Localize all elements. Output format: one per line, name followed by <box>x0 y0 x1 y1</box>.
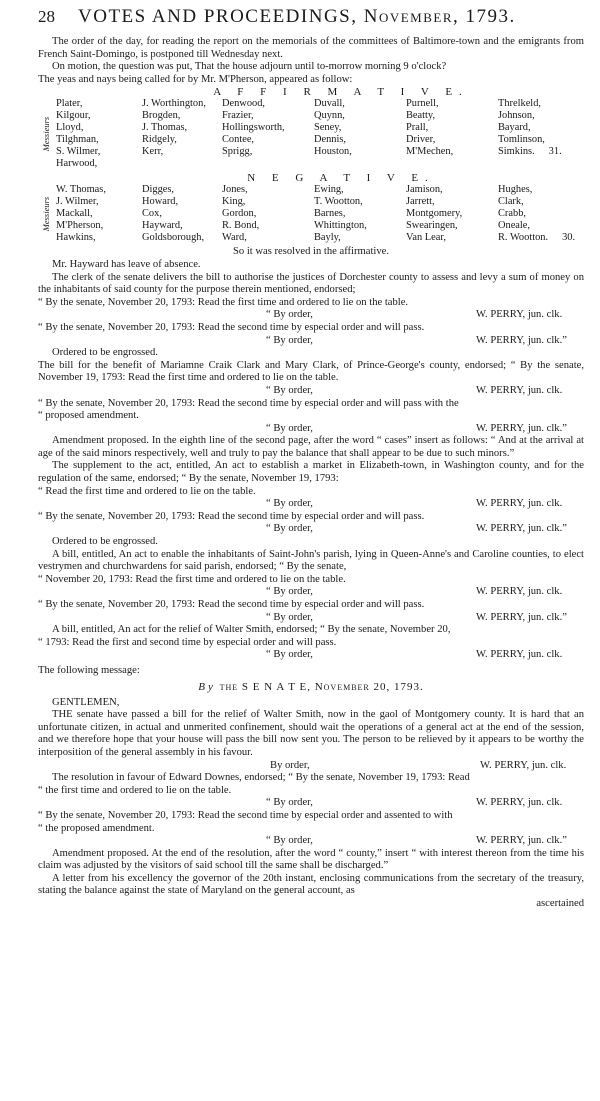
member-name: Swearingen, <box>406 220 458 232</box>
member-name: Whittington, <box>314 220 367 232</box>
member-name: Beatty, <box>406 110 436 122</box>
clark-bill: The bill for the benefit of Mariamne Craik Clark and Mary Clark, of Prince-George's county, endorsed; “ By the senate, November 19, 1793: Read the first time and ordered to lie on the table. <box>38 359 584 384</box>
endorsement-line: “ Read the first time and ordered to lie on the table. <box>38 485 256 497</box>
member-name: M'Mechen, <box>406 146 454 158</box>
member-name: Crabb, <box>498 208 526 220</box>
dorchester-bill: The clerk of the senate delivers the bill to authorise the justices of Dorchester county to assess and levy a sum of money on the inhabitants of said county for the purpose therein mentioned, endorsed; <box>38 271 584 296</box>
member-name <box>142 158 222 170</box>
governor-letter: A letter from his excellency the governor of the 20th instant, enclosing communications from the secretary of the treasury, stating the balance against the state of Maryland on the general account, as <box>38 872 584 897</box>
negative-votes <box>38 184 584 244</box>
member-name: T. Wootton, <box>314 196 363 208</box>
signature: “ By order, W. PERRY, jun. clk. <box>266 309 563 321</box>
member-name: Cox, <box>142 208 162 220</box>
member-name: Gordon, <box>222 208 257 220</box>
member-name <box>406 158 498 170</box>
endorsement-line: “ By the senate, November 20, 1793: Read the first time and ordered to lie on the table. <box>38 296 409 308</box>
member-name: Contee, <box>222 134 255 146</box>
messieurs-label: Messieurs <box>41 197 51 232</box>
member-name: Hollingsworth, <box>222 122 285 134</box>
member-name: Mackall, <box>56 208 93 220</box>
signature: “ By order, W. PERRY, jun. clk.” <box>266 523 567 535</box>
signature: “ By order, W. PERRY, jun. clk. <box>266 384 563 396</box>
negative-heading: N E G A T I V E. <box>247 172 435 185</box>
message-intro: The following message: <box>38 664 140 676</box>
signature: “ By order, W. PERRY, jun. clk. <box>266 797 563 809</box>
member-name: Hawkins, <box>56 232 96 244</box>
member-name <box>314 158 406 170</box>
member-name: Prall, <box>406 122 429 134</box>
elizabeth-town-bill: The supplement to the act, entitled, An act to establish a market in Elizabeth-town, in Washington county, and for the regulation of the same, endorsed; “ By the senate, November 19, 1793: <box>38 460 584 485</box>
amendment-downes: Amendment proposed. At the end of the resolution, after the word “ county,” insert “ with interest thereon from the time his claim was adjusted by the visitors of said school till the same shall be discharged.” <box>38 847 584 872</box>
page-number: 28 <box>38 7 55 26</box>
amendment-clark: Amendment proposed. In the eighth line of the second page, after the word “ cases” insert as follows: “ And at the arrival at age of the said minors respectively, well and truly to pay the balance that shall appear to be due to such minors.” <box>38 435 584 459</box>
member-name: Dennis, <box>314 134 347 146</box>
member-name: R. Bond, <box>222 220 260 232</box>
affirmative-heading: A F F I R M A T I V E. <box>213 86 469 99</box>
member-name: Barnes, <box>314 208 346 220</box>
signature: “ By order, W. PERRY, jun. clk. <box>266 498 563 510</box>
member-name: Ridgely, <box>142 134 177 146</box>
member-name: Brogden, <box>142 110 181 122</box>
signature: “ By order, W. PERRY, jun. clk.” <box>266 611 567 623</box>
vote-count: 30. <box>562 232 576 244</box>
member-name: Duvall, <box>314 98 345 110</box>
message-body: THE senate have passed a bill for the relief of Walter Smith, now in the gaol of Montgomery county. It is hard that an unfortunate citizen, in actual and unmerited confinement, should wait the operations of a general act at the end of the session, and we therefore hope that your house will pass the bill now sent you. The person to be relieved by it appears to be worthy the interposition of the general assembly in his favour. <box>38 709 584 758</box>
member-name: Sprigg, <box>222 146 253 158</box>
member-name: Jarrett, <box>406 196 435 208</box>
order-of-day: The order of the day, for reading the report on the memorials of the committees of Baltimore-town and the emigrants from French Saint-Domingo, is postponed till Wednesday next. <box>38 36 584 60</box>
endorsement-line: “ By the senate, November 20, 1793: Read the second time by especial order and will pass. <box>38 510 425 522</box>
member-name: Oneale, <box>498 220 531 232</box>
member-name: M'Pherson, <box>56 220 104 232</box>
member-name: Montgomery, <box>406 208 463 220</box>
endorsement-line: “ proposed amendment. <box>38 410 139 422</box>
affirmative-grid <box>56 98 584 170</box>
member-name: King, <box>222 196 246 208</box>
member-name: Clark, <box>498 196 524 208</box>
member-name: Digges, <box>142 184 175 196</box>
member-name <box>222 158 314 170</box>
member-name: Harwood, <box>56 158 98 170</box>
member-name: J. Wilmer, <box>56 196 99 208</box>
member-name: Howard, <box>142 196 179 208</box>
affirmative-votes <box>38 98 584 170</box>
member-name: Ward, <box>222 232 247 244</box>
member-name: Hayward, <box>142 220 183 232</box>
member-name: Plater, <box>56 98 83 110</box>
member-name: Bayard, <box>498 122 531 134</box>
adjourn-motion: On motion, the question was put, That the house adjourn until to-morrow morning 9 o'clock? <box>52 61 447 73</box>
endorsement-line: “ By the senate, November 20, 1793: Read the second time by especial order and will pass. <box>38 599 425 610</box>
member-name <box>498 158 594 170</box>
member-name: Jones, <box>222 184 248 196</box>
hayward-absence: Mr. Hayward has leave of absence. <box>52 258 201 270</box>
vote-count: 31. <box>548 146 562 158</box>
member-name: Jamison, <box>406 184 443 196</box>
member-name: Kerr, <box>142 146 164 158</box>
signature: “ By order, W. PERRY, jun. clk.” <box>266 334 567 346</box>
member-name: Johnson, <box>498 110 535 122</box>
signature: By order, W. PERRY, jun. clk. <box>270 759 567 771</box>
member-name: Quynn, <box>314 110 345 122</box>
endorsement-line: “ By the senate, November 20, 1793: Read the second time by especial order and will pass. <box>38 321 425 333</box>
member-name: Tomlinson, <box>498 134 545 146</box>
member-name: W. Thomas, <box>56 184 106 196</box>
saint-john-bill: A bill, entitled, An act to enable the inhabitants of Saint-John's parish, lying in Queen-Anne's and Caroline counties, to elect vestrymen and churchwardens for said parish, endorsed; “ By the senate, <box>38 548 584 573</box>
member-name: Purnell, <box>406 98 439 110</box>
signature: “ By order, W. PERRY, jun. clk.” <box>266 835 567 847</box>
walter-smith-bill: A bill, entitled, An act for the relief of Walter Smith, endorsed; “ By the senate, November 20, <box>52 624 451 636</box>
signature: “ By order, W. PERRY, jun. clk.” <box>266 422 567 434</box>
member-name: Goldsborough, <box>142 232 205 244</box>
signature: “ By order, W. PERRY, jun. clk. <box>266 586 563 598</box>
member-name: Kilgour, <box>56 110 91 122</box>
catchword: ascertained <box>536 898 584 910</box>
member-name: Frazier, <box>222 110 254 122</box>
endorsement-line: “ By the senate, November 20, 1793: Read the second time by especial order and will pass with the <box>38 397 459 409</box>
member-name: Bayly, <box>314 232 341 244</box>
senate-heading: By the S E N A T E, November 20, 1793. <box>198 680 424 693</box>
negative-grid <box>56 184 584 244</box>
endorsement-line: “ 1793: Read the first and second time by especial order and will pass. <box>38 636 337 648</box>
member-name: Seney, <box>314 122 342 134</box>
endorsement-line: “ November 20, 1793: Read the first time and ordered to lie on the table. <box>38 573 346 585</box>
member-name: Driver, <box>406 134 436 146</box>
member-name: Denwood, <box>222 98 265 110</box>
page-header <box>38 6 584 36</box>
page-title: VOTES AND PROCEEDINGS, November, 1793. <box>78 6 516 27</box>
member-name: Van Lear, <box>406 232 446 244</box>
engrossed-note: Ordered to be engrossed. <box>52 536 158 548</box>
downes-resolution: The resolution in favour of Edward Downes, endorsed; “ By the senate, November 19, 1793: Read <box>52 772 470 784</box>
member-name: Hughes, <box>498 184 533 196</box>
resolved-line: So it was resolved in the affirmative. <box>232 246 390 258</box>
member-name: Ewing, <box>314 184 344 196</box>
member-name: J. Worthington, <box>142 98 206 110</box>
engrossed-note: Ordered to be engrossed. <box>52 347 158 359</box>
member-name: Houston, <box>314 146 352 158</box>
member-name: Lloyd, <box>56 122 84 134</box>
endorsement-line: “ By the senate, November 20, 1793: Read the second time by especial order and assented to with <box>38 809 453 821</box>
endorsement-line: “ the proposed amendment. <box>38 822 155 834</box>
member-name: R. Wootton. 30. <box>498 232 576 244</box>
member-name: Simkins. 31. <box>498 146 562 158</box>
yeas-nays-intro: The yeas and nays being called for by Mr. M'Pherson, appeared as follow: <box>38 73 353 85</box>
endorsement-line: “ the first time and ordered to lie on the table. <box>38 784 232 796</box>
member-name: J. Thomas, <box>142 122 188 134</box>
member-name: Threlkeld, <box>498 98 541 110</box>
member-name: S. Wilmer, <box>56 146 101 158</box>
signature: “ By order, W. PERRY, jun. clk. <box>266 649 563 661</box>
messieurs-label: Messieurs <box>41 117 51 152</box>
member-name: Tilghman, <box>56 134 99 146</box>
gentlemen-salutation: GENTLEMEN, <box>52 696 120 708</box>
